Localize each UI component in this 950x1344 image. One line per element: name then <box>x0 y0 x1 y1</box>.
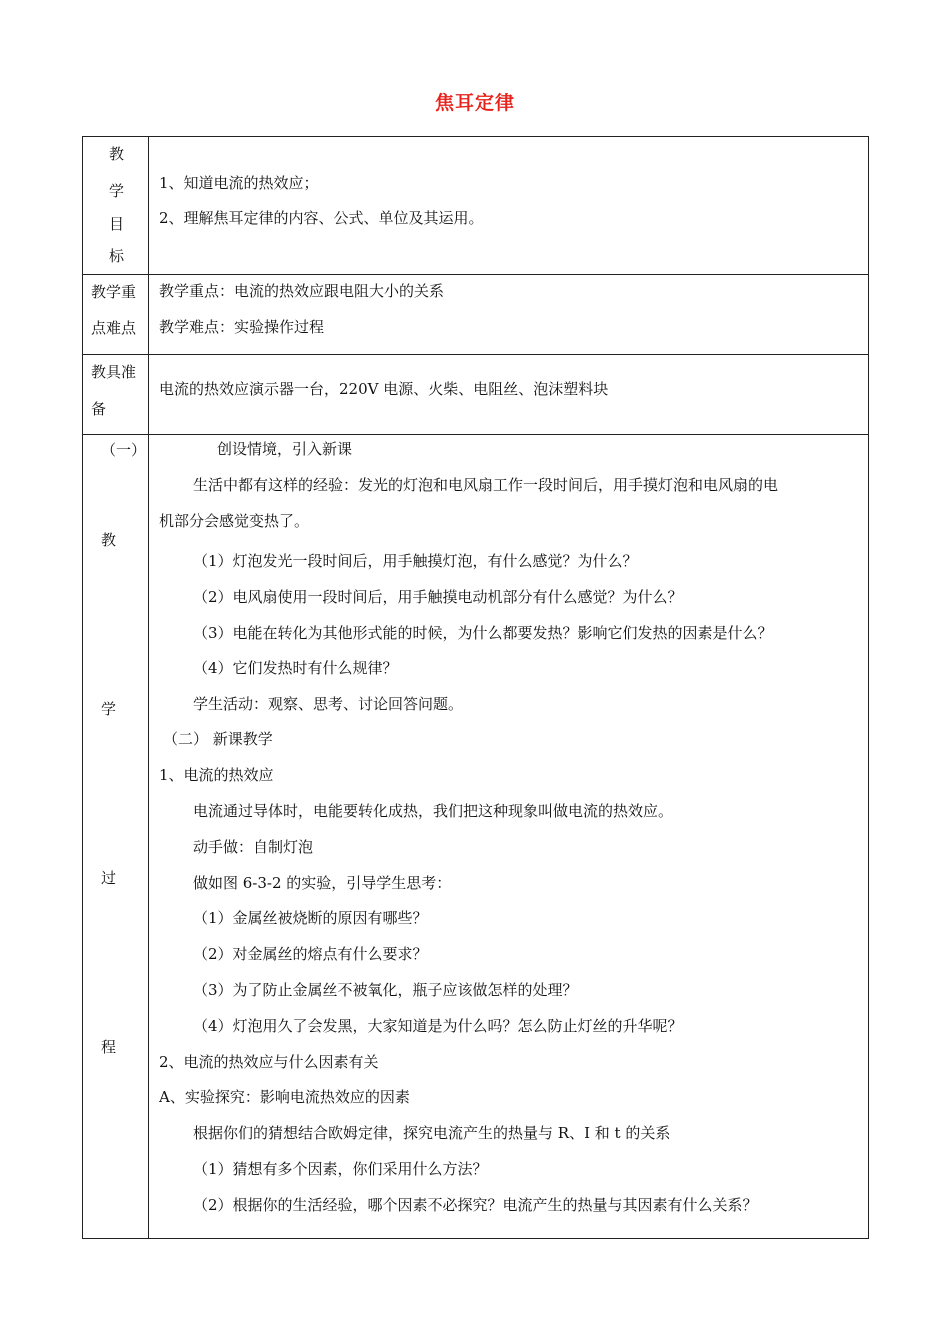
tools-row <box>83 355 869 435</box>
question-line: （1）金属丝被烧断的原因有哪些？ <box>193 909 428 927</box>
question-line: （3）为了防止金属丝不被氧化，瓶子应该做怎样的处理？ <box>193 981 578 999</box>
question-line: （2）对金属丝的熔点有什么要求？ <box>193 945 428 963</box>
paragraph-line: 学生活动：观察、思考、讨论回答问题。 <box>193 695 464 713</box>
objectives-content <box>149 137 869 275</box>
process-row <box>83 435 869 1239</box>
lesson-plan-table <box>82 136 869 1239</box>
question-line: （2）电风扇使用一段时间后，用手触摸电动机部分有什么感觉？为什么？ <box>193 588 683 606</box>
objectives-label <box>83 137 149 275</box>
key-point-line: 教学重点：电流的热效应跟电阻大小的关系 <box>159 282 445 300</box>
paragraph-line: 机部分会感觉变热了。 <box>159 512 310 530</box>
label-char: 教 <box>109 145 125 163</box>
paragraph-line: 根据你们的猜想结合欧姆定律，探究电流产生的热量与 R、I 和 t 的关系 <box>193 1124 671 1142</box>
subsection-heading: 2、电流的热效应与什么因素有关 <box>159 1053 379 1071</box>
label-line: 点难点 <box>91 319 137 337</box>
question-line: （4）灯泡用久了会发黑，大家知道是为什么吗？怎么防止灯丝的升华呢？ <box>193 1017 683 1035</box>
label-char: 学 <box>101 700 117 718</box>
question-line: （3）电能在转化为其他形式能的时候，为什么都要发热？影响它们发热的因素是什么？ <box>193 624 773 642</box>
process-content <box>149 435 869 1239</box>
objective-line: 1、知道电流的热效应； <box>159 174 319 192</box>
label-char: 标 <box>109 247 125 265</box>
section-heading: 创设情境，引入新课 <box>217 440 353 458</box>
objectives-row <box>83 137 869 275</box>
key-points-label <box>83 275 149 355</box>
label-line: 教具准 <box>91 363 137 381</box>
subsection-heading: 1、电流的热效应 <box>159 766 274 784</box>
key-points-content <box>149 275 869 355</box>
tools-content <box>149 355 869 435</box>
paragraph-line: 动手做：自制灯泡 <box>193 838 314 856</box>
label-char: 学 <box>109 182 125 200</box>
paragraph-line: 做如图 6-3-2 的实验，引导学生思考： <box>193 874 452 892</box>
key-points-row <box>83 275 869 355</box>
objective-line: 2、理解焦耳定律的内容、公式、单位及其运用。 <box>159 209 484 227</box>
label-char: 过 <box>101 869 117 887</box>
subsection-heading: A、实验探究：影响电流热效应的因素 <box>159 1088 410 1106</box>
label-char: 教 <box>101 531 117 549</box>
label-line: 备 <box>91 400 107 418</box>
paragraph-line: 生活中都有这样的经验：发光的灯泡和电风扇工作一段时间后，用手摸灯泡和电风扇的电 <box>193 476 779 494</box>
label-char: 程 <box>101 1038 117 1056</box>
question-line: （2）根据你的生活经验，哪个因素不必探究？电流产生的热量与其因素有什么关系？ <box>193 1196 758 1214</box>
question-line: （4）它们发热时有什么规律？ <box>193 659 398 677</box>
question-line: （1）猜想有多个因素，你们采用什么方法？ <box>193 1160 488 1178</box>
document-title: 焦耳定律 <box>434 92 515 114</box>
label-char: 目 <box>109 215 125 233</box>
section-heading: （二） 新课教学 <box>163 730 273 748</box>
paragraph-line: 电流通过导体时，电能要转化成热，我们把这种现象叫做电流的热效应。 <box>193 802 674 820</box>
difficult-point-line: 教学难点：实验操作过程 <box>159 318 325 336</box>
question-line: （1）灯泡发光一段时间后，用手触摸灯泡，有什么感觉？为什么？ <box>193 552 638 570</box>
process-label <box>83 435 149 1239</box>
tools-label <box>83 355 149 435</box>
section-number: （一） <box>101 441 147 459</box>
tools-line: 电流的热效应演示器一台，220V 电源、火柴、电阻丝、泡沫塑料块 <box>159 380 609 398</box>
label-line: 教学重 <box>91 283 137 301</box>
